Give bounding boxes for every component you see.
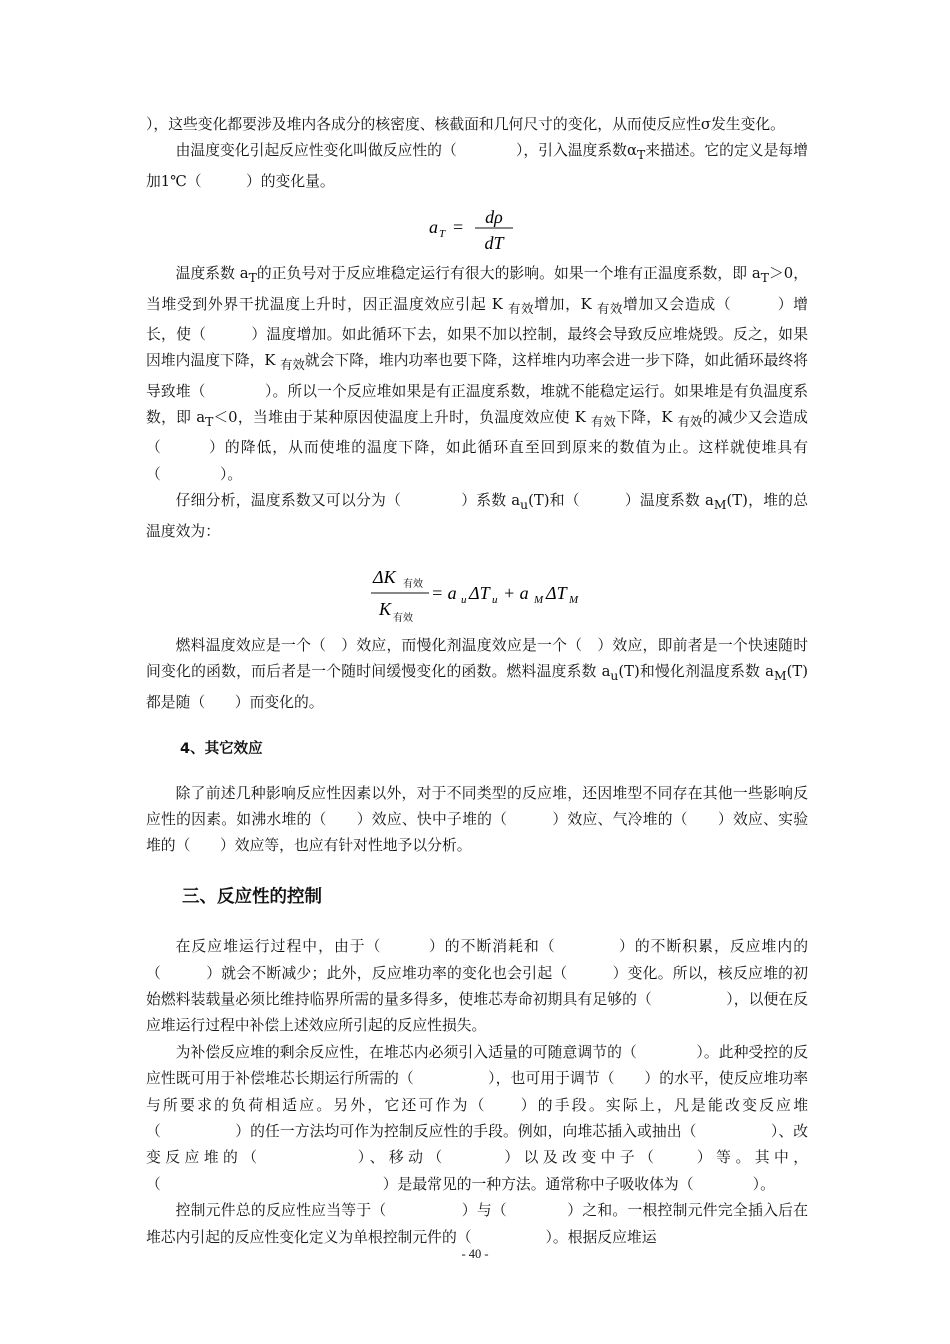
- paragraph: 控制元件总的反应性应当等于（ ）与（ ）之和。一根控制元件完全插入后在堆芯内引起的反应性变化定义为单根控制元件的（ ）。根据反应堆运: [146, 1202, 808, 1246]
- paragraph: 为补偿反应堆的剩余反应性，在堆芯内必须引入适量的可随意调节的（ ）。此种受控的反应性既可用于补偿堆芯长期运行所需的（ ），也可用于调节（ ）的水平，使反应堆功率与所要求的负荷相适应。另外，它还可作为（ ）的手段。实际上，凡是能改变反应堆（ ）的任一方法均可作为控制反应性的手段。例如，向堆芯插入或抽出（ ）、改变反应堆的（ ）、移动（ ）以及改变中子（ ）等。其中，（ ）是最常见的一种方法。通常称中子吸收体为（ ）。: [146, 1043, 808, 1193]
- eq-rhs-sub: u: [461, 594, 467, 606]
- eq-rhs-delta-t: ΔT: [546, 583, 567, 603]
- eq-numerator-sub: 有效: [403, 579, 423, 590]
- section-heading-4: 4、其它效应: [180, 741, 263, 758]
- page-number: - 40 -: [461, 1247, 489, 1261]
- equation-svg: [367, 555, 587, 627]
- paragraph: ），这些变化都要涉及堆内各成分的核密度、核截面和几何尺寸的变化，从而使反应性σ发生变化。: [146, 116, 785, 133]
- paragraph: 燃料温度效应是一个（ ）效应，而慢化剂温度效应是一个（ ）效应，即前者是一个快速随时间变化的函数，而后者是一个随时间缓慢变化的函数。燃料温度系数 $a_u(T)$和慢化剂温度系数 $a_M(T)$都是随（ ）而变化的。: [146, 637, 808, 711]
- paragraph: 除了前述几种影响反应性因素以外，对于不同类型的反应堆，还因堆型不同存在其他一些影响反应性的因素。如沸水堆的（ ）效应、快中子堆的（ ）效应、气冷堆的（ ）效应、实验堆的（ ）效应等，也应有针对性地予以分析。: [146, 784, 808, 855]
- page-content: [146, 112, 808, 1251]
- eq-rhs-plus-a: + a: [503, 583, 529, 603]
- eq-equals: =: [453, 217, 464, 238]
- paragraph: 仔细分析，温度系数又可以分为（ ）系数 $a_u(T)$和（ ）温度系数 $a_M(T)$，堆的总温度效为：: [146, 492, 809, 540]
- eq-numerator: dρ: [485, 207, 503, 228]
- eq-denominator-sub: 有效: [393, 613, 413, 624]
- eq-rhs-delta-t: ΔT: [469, 583, 490, 603]
- paragraph: 在反应堆运行过程中，由于（ ）的不断消耗和（ ）的不断积累，反应堆内的（ ）就会不断减少；此外，反应堆功率的变化也会引起（ ）变化。所以，核反应堆的初始燃料装载量必须比维持临界所需的量多得多，使堆芯寿命初期具有足够的（ ），以便在反应堆运行过程中补偿上述效应所引起的反应性损失。: [146, 938, 808, 1035]
- eq-denominator: K: [379, 599, 392, 619]
- eq-lhs-sub: T: [439, 228, 446, 241]
- eq-rhs-sub: u: [492, 594, 498, 606]
- section-heading-3: 三、反应性的控制: [182, 886, 322, 907]
- eq-denominator: dT: [484, 233, 504, 254]
- paragraph: 由温度变化引起反应性变化叫做反应性的（ ），引入温度系数$\alpha_T$来描述。它的定义是每增加1℃（ ）的变化量。: [146, 142, 808, 190]
- eq-numerator: ΔK: [373, 567, 396, 587]
- eq-rhs-sub: M: [534, 594, 544, 606]
- eq-rhs-sub: M: [569, 594, 579, 606]
- eq-rhs-a: = a: [431, 583, 457, 603]
- equation-total-temperature-effect: [146, 555, 808, 627]
- paragraph: 温度系数 $a_T$的正负号对于反应堆稳定运行有很大的影响。如果一个堆有正温度系数，即 $a_T>0$，当堆受到外界干扰温度上升时，因正温度效应引起 K $_{有效}$增加，K $_{有效}$增加又会造成（ ）增长，使（ ）温度增加。如此循环下去，如果不加以控制，最终会导致反应堆烧毁。反之，如果因堆内温度下降，K $_{有效}$就会下降，堆内功率也要下降，这样堆内功率会进一步下降，如此循环最终将导致堆（ ）。所以一个反应堆如果是有正温度系数，堆就不能稳定运行。如果堆是有负温度系数，即 $a_T<0$，当堆由于某种原因使温度上升时，负温度效应使 K $_{有效}$下降，K $_{有效}$的减少又会造成（ ）的降低，从而使堆的温度下降，如此循环直至回到原来的数值为止。这样就使堆具有（ ）。: [146, 265, 809, 483]
- eq-lhs: a: [429, 217, 438, 238]
- equation-svg: [407, 199, 547, 255]
- equation-temperature-coefficient: [146, 199, 808, 255]
